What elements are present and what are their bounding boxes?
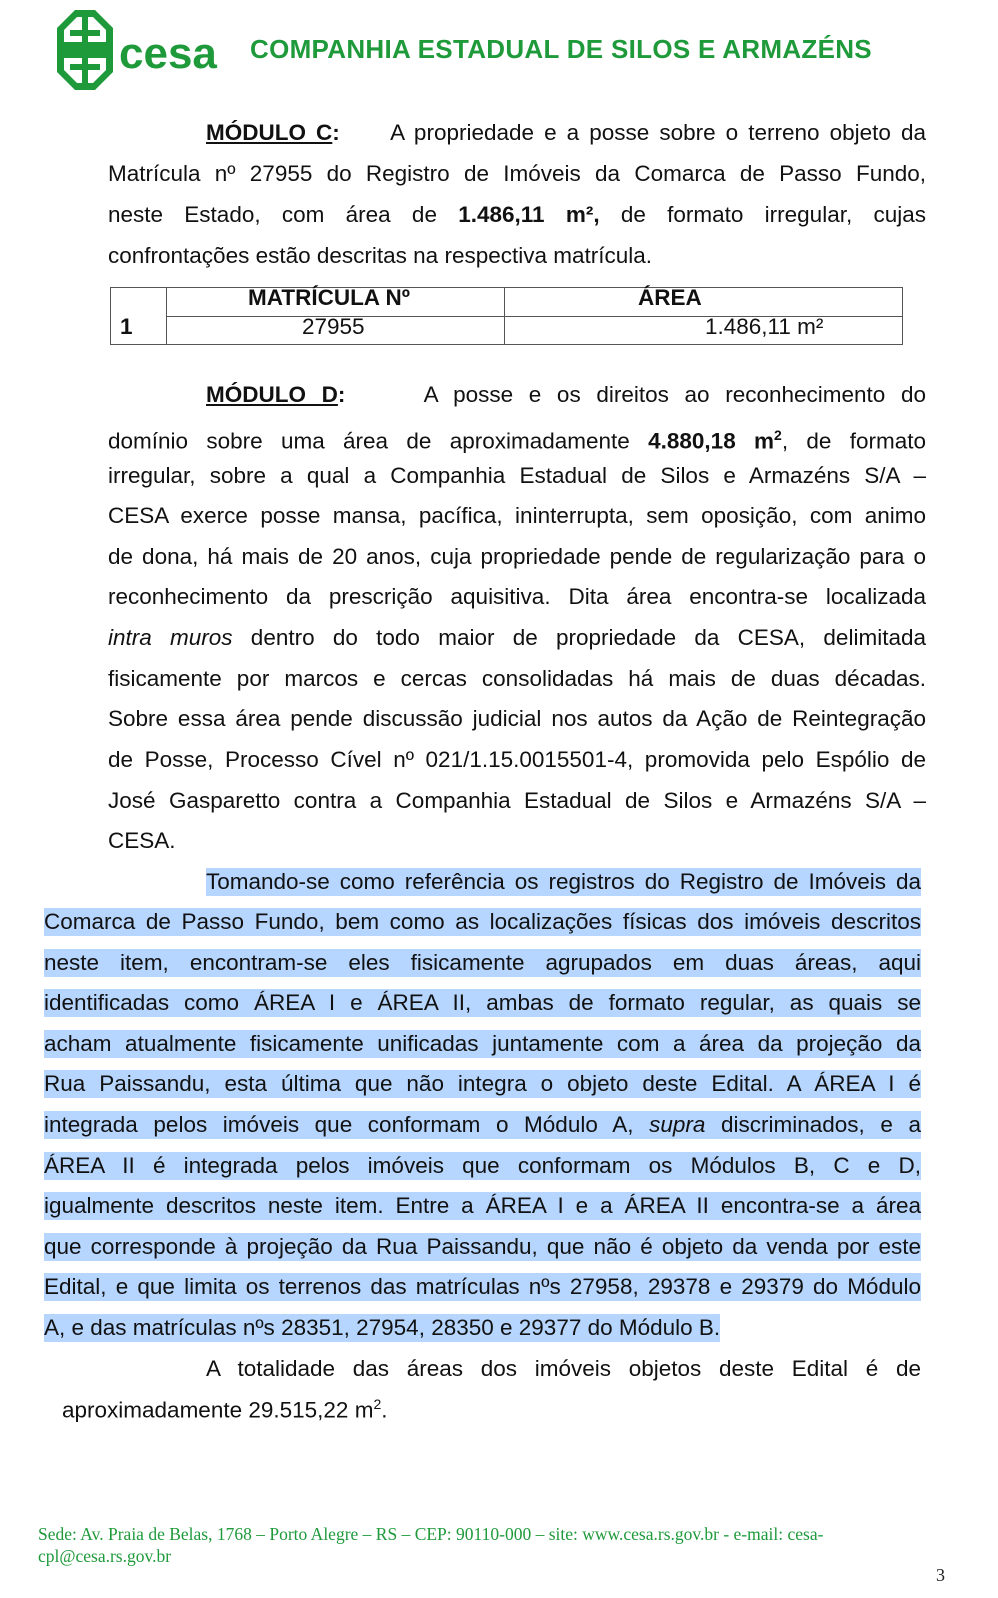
table-cell-matricula: 27955 — [302, 314, 365, 339]
cesa-logo — [55, 8, 217, 92]
modulo-c-line-2: Matrícula nº 27955 do Registro de Imóveis da Comarca de Passo Fundo, — [108, 161, 926, 186]
modulo-c-line-4: confrontações estão descritas na respectiva matrícula. — [108, 243, 653, 268]
modulo-c-line-1: MÓDULO C: A propriedade e a posse sobre o terreno objeto da — [206, 120, 926, 145]
modulo-d-line-3: irregular, sobre a qual a Companhia Estadual de Silos e Armazéns S/A – — [108, 463, 926, 488]
modulo-d-line-4: CESA exerce posse mansa, pacífica, ininterrupta, sem oposição, com animo — [108, 503, 926, 528]
areas-paragraph-line-1: Tomando-se como referência os registros do Registro de Imóveis da — [206, 869, 921, 894]
areas-paragraph-line-5: acham atualmente fisicamente unificadas juntamente com a área da projeção da — [44, 1031, 921, 1056]
table-cell-area: 1.486,11 m² — [705, 314, 824, 339]
areas-paragraph-line-7: integrada pelos imóveis que conformam o Módulo A, supra discriminados, e a — [44, 1112, 921, 1137]
table-cell-index: 1 — [120, 314, 133, 339]
table-header-area: ÁREA — [638, 285, 702, 310]
areas-paragraph-line-12: A, e das matrículas nºs 28351, 27954, 28350 e 29377 do Módulo B. — [44, 1315, 721, 1340]
modulo-d-line-10: de Posse, Processo Cível nº 021/1.15.0015501-4, promovida pelo Espólio de — [108, 747, 926, 772]
areas-paragraph-line-2: Comarca de Passo Fundo, bem como as localizações físicas dos imóveis descritos — [44, 909, 921, 934]
company-name: COMPANHIA ESTADUAL DE SILOS E ARMAZÉNS — [250, 34, 872, 64]
areas-paragraph-line-10: que corresponde à projeção da Rua Paissandu, que não é objeto da venda por este — [44, 1234, 921, 1259]
footer-address: Sede: Av. Praia de Belas, 1768 – Porto Alegre – RS – CEP: 90110-000 – site: www.cesa.rs.gov.br - e-mail: cesa-cpl@cesa.rs.gov.br — [38, 1524, 824, 1566]
page-number: 3 — [936, 1565, 945, 1585]
modulo-d-line-6: reconhecimento da prescrição aquisitiva. Dita área encontra-se localizada — [108, 584, 926, 609]
total-paragraph-line-1: A totalidade das áreas dos imóveis objetos deste Edital é de — [206, 1356, 921, 1381]
areas-paragraph-line-6: Rua Paissandu, esta última que não integra o objeto deste Edital. A ÁREA I é — [44, 1071, 921, 1096]
areas-paragraph-line-4: identificadas como ÁREA I e ÁREA II, ambas de formato regular, as quais se — [44, 990, 921, 1015]
modulo-d-line-9: Sobre essa área pende discussão judicial nos autos da Ação de Reintegração — [108, 706, 926, 731]
modulo-d-line-12: CESA. — [108, 828, 176, 853]
modulo-d-line-8: fisicamente por marcos e cercas consolidadas há mais de duas décadas. — [108, 666, 926, 691]
total-paragraph-line-2: aproximadamente 29.515,22 $m^2$. — [62, 1396, 388, 1423]
modulo-d-line-2: domínio sobre uma área de aproximadamente 4.880,18 $m^2$, de formato — [108, 427, 927, 454]
areas-paragraph-line-11: Edital, e que limita os terrenos das matrículas nºs 27958, 29378 e 29379 do Módulo — [44, 1274, 921, 1299]
areas-paragraph-line-9: igualmente descritos neste item. Entre a ÁREA I e a ÁREA II encontra-se a área — [44, 1193, 921, 1218]
modulo-d-line-7: intra muros dentro do todo maior de propriedade da CESA, delimitada — [108, 625, 926, 650]
modulo-d-line-5: de dona, há mais de 20 anos, cuja propriedade pende de regularização para o — [108, 544, 926, 569]
areas-paragraph-line-8: ÁREA II é integrada pelos imóveis que conformam os Módulos B, C e D, — [44, 1153, 921, 1178]
modulo-d-line-11: José Gasparetto contra a Companhia Estadual de Silos e Armazéns S/A – — [108, 788, 926, 813]
modulo-c-line-3: neste Estado, com área de 1.486,11 m², de formato irregular, cujas — [108, 202, 926, 227]
modulo-d-line-1: MÓDULO D: A posse e os direitos ao reconhecimento do — [206, 382, 926, 407]
logo-wordmark: cesa — [119, 29, 217, 78]
areas-paragraph-line-3: neste item, encontram-se eles fisicamente agrupados em duas áreas, aqui — [44, 950, 921, 975]
table-header-matricula: MATRÍCULA Nº — [248, 285, 410, 310]
